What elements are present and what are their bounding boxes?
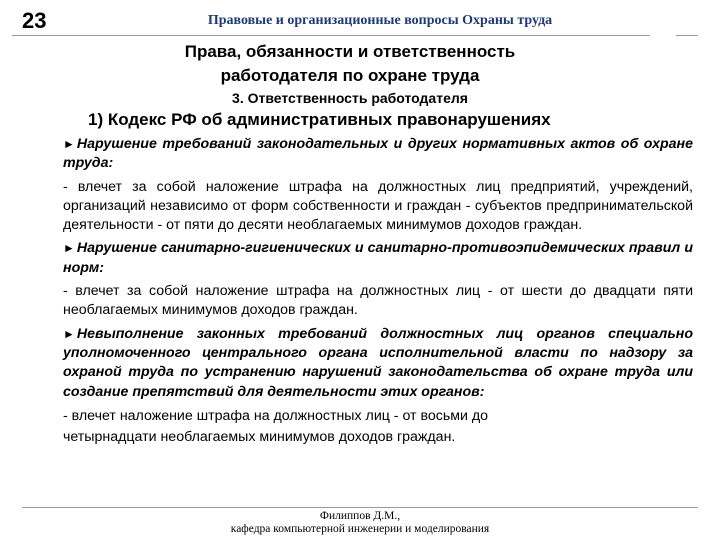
- item-3-text-line-2: четырнадцати необлагаемых минимумов доходов граждан.: [63, 428, 456, 445]
- triangle-bullet-icon: ►: [63, 241, 75, 256]
- page-title-line-2: работодателя по охране труда: [220, 66, 480, 85]
- section-heading: 1) Кодекс РФ об административных правонарушениях: [88, 110, 551, 129]
- item-2-heading-text: Нарушение санитарно-гигиенических и санитарно-противоэпидемических правил и норм:: [63, 240, 693, 276]
- page-title-line-1: Права, обязанности и ответственность: [184, 42, 516, 61]
- subtitle: 3. Ответственность работодателя: [232, 90, 468, 106]
- item-3-heading: [63, 325, 693, 402]
- header-divider: [12, 35, 650, 36]
- item-2-text: - влечет за собой наложение штрафа на должностных лиц - от шести до двадцати пяти необлагаемых минимумов доходов граждан.: [63, 283, 693, 319]
- header-divider-short: [676, 35, 698, 36]
- triangle-bullet-icon: ►: [63, 137, 75, 151]
- item-1-text: - влечет за собой наложение штрафа на должностных лиц предприятий, учреждений, организаций независимо от форм собственности и граждан - субъектов предпринимательской деятельности - от пяти до десяти необлагаемых минимумов доходов граждан.: [63, 178, 693, 234]
- content-body: [63, 135, 693, 452]
- footer-author: Филиппов Д.М.,: [319, 510, 401, 522]
- item-1-heading-text: Нарушение требований законодательных и других нормативных актов об охране труда:: [63, 136, 693, 172]
- item-3-heading-text: Невыполнение законных требований должностных лиц органов специально уполномоченного центрального органа исполнительной власти по надзору за охраной труда по устранению нарушений законодательства об охране труда или создание препятствий для деятельности этих органов:: [63, 325, 693, 400]
- item-1-heading: [63, 135, 693, 174]
- slide-number: 23: [22, 8, 47, 33]
- item-2-heading: [63, 239, 693, 278]
- footer-department: кафедра компьютерной инженерии и моделирования: [230, 523, 490, 535]
- item-3-text: [63, 406, 693, 448]
- triangle-bullet-icon: ►: [63, 326, 75, 341]
- page-title: [60, 40, 640, 88]
- item-3-text-line-1: - влечет наложение штрафа на должностных лиц - от восьми до: [63, 407, 489, 424]
- header-title: Правовые и организационные вопросы Охраны труда: [207, 13, 553, 28]
- footer: [150, 510, 570, 536]
- footer-divider: [22, 507, 698, 508]
